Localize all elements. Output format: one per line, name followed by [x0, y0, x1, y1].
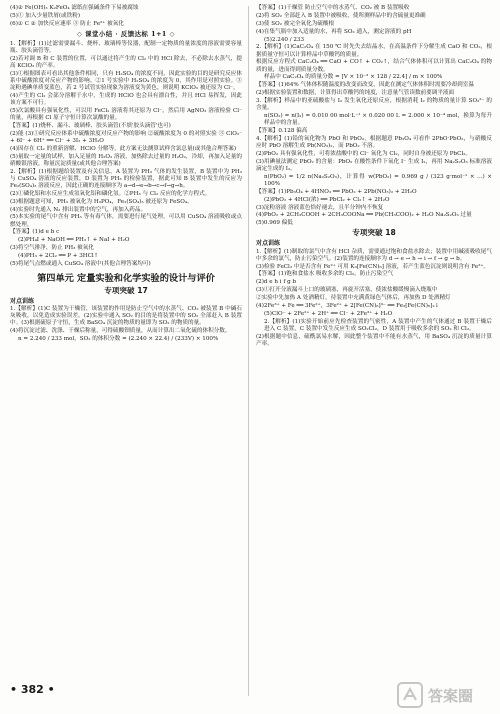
formula-line: (2)PbO₂ + 4HCl(浓) ══ PbCl₂ + Cl₂↑ + 2H₂O	[264, 196, 390, 203]
text-line: (2)根据题中信息，硫酰氯易水解，因此整个装置中不能有水蒸气，用 BaSO₄ 沉淀的质量计算产率。	[256, 333, 492, 347]
text-line: (2)将 SO₂ 全部赶入 B 装置中被吸收，使所测样品中的含硫量更准确	[256, 12, 426, 19]
text-line: (2)若对调 B 和 C 装置的位置，可以通过将产生的 Cl₂ 中的 HCl 除去，不必除去水蒸气，提高 KClO₃ 的产率。	[10, 55, 242, 70]
section-header-label: 课堂小结 · 反馈达标 1+1	[85, 29, 167, 38]
formula-line: (4)PH₃ + 2Cl₂ ══ P + 3HCl↑	[18, 253, 99, 260]
topic-17-answer-1	[256, 5, 492, 44]
watermark-logo-icon	[396, 680, 492, 710]
text-line: (4)在集气瓶中加入适量的水，再将 SO₂ 通入，测定溶液的 pH	[256, 28, 412, 35]
section-header	[10, 31, 242, 38]
text-line: (5)① 加入少量铁屑(或铁粉)	[10, 12, 81, 19]
text-line: 2.【解析】(1)CaC₂O₄ 在 150 ℃ 时先失去结晶水，在高温条件下分解生成 CaO 和 CO₂，根据质量守恒可以计算样品中草酸钙的质量。	[256, 44, 492, 58]
topic-17-question-3	[256, 98, 492, 135]
text-line: 1.【解析】(1)C 装置为干燥管，该装置的作用是防止空气中的水蒸气、CO₂ 被装置 B 中碱石灰吸收，以免造成实验误差。(2)实验中通入 SO₂ 的目的是将装置中的 SO₂ 全部赶入 B 装置中。(3)根据硫原子守恒，生成 BaSO₄ 沉淀的物质的量即为 SO₂ 的物质的量。	[10, 306, 242, 327]
text-line: (5)将尾气点燃或通入 CuSO₄ 溶液中(其他合理答案均可)	[10, 261, 151, 268]
page-number-value: 382	[20, 683, 44, 696]
text-line: (2)d e h i f g b	[256, 279, 297, 286]
text-line: (4)产生的 Cl₂ 会部分溶解于水中，生成的 HClO 也会具有漂白性，并且 HCl 易挥发，因此该方案不可行。	[10, 93, 242, 107]
text-line: 1.【解析】(1)制取的氯气中含有 HCl 杂质，需要通过饱和食盐水除去；装置中用碱液吸收尾气中多余的氯气，防止污染空气。(2)装置的连接顺序为 d → e → h → i → f → g → b。	[256, 248, 492, 262]
text-line: (2)根据实验装置和数据，计算得出草酸钙的纯度，注意量气管读数前要调平液面	[256, 90, 455, 97]
formula-line: (5)2.240 / 233	[264, 36, 305, 43]
text-line: (3)使 SO₂ 被完全氧化为硫酸根	[256, 20, 335, 27]
text-line: 【答案】(1)饱和食盐水 吸收多余的 Cl₂，防止污染空气	[256, 271, 394, 278]
text-line: (4)2Fe³⁺ + Fe ══ 3Fe²⁺，3Fe²⁺ + 2[Fe(CN)₆]³⁻ ══ Fe₃[Fe(CN)₆]₂↓	[256, 302, 440, 309]
bracket-left-icon: ◇	[76, 29, 86, 38]
text-line: (4)PbO₂ + 2CH₃COOH + 2CH₃COONa ══ Pb(CH₃COO)₂ + H₂O Na₂S₂O₃ 过量	[256, 212, 472, 219]
text-line: ②实验中先加热 A 处酒精灯，待装置中充满黄绿色气体后，再加热 D 处酒精灯	[256, 295, 451, 302]
formula-line: (2)PH₄I + NaOH ══ PH₃↑ + NaI + H₂O	[18, 237, 130, 244]
text-line: 根据反应方程式 CaC₂O₄ ══ CaO + CO↑ + CO₂↑，结合气体体积可以计算出 CaC₂O₄ 的物质的量，进而得到质量分数。	[256, 59, 492, 73]
text-line: 2.【解析】(1)根据题给装置及有关信息，A 装置为 PH₃ 气体的发生装置，B 装置中为 PH₃ 与 CuSO₄ 溶液的反应装置，D 装置为 PH₃ 的检验装置，据此可知 B 装置中发生的反应为 Fe₂(SO₄)₃ 溶液反应，因此正确的连接顺序为 a→d→e→b→c→f→g→h。	[10, 168, 242, 189]
text-line: (3)用碘量法测定 PbO₂ 的含量：PbO₂ 在酸性条件下氧化 I⁻ 生成 I₂，再用 Na₂S₂O₃ 标准溶液滴定生成的 I₂。	[256, 158, 492, 172]
text-line: (3)检验 FeCl₃ 中是否含有 Fe²⁺ 可用 K₃[Fe(CN)₆] 溶液，若产生蓝色沉淀则说明含有 Fe²⁺。	[256, 263, 490, 270]
text-line: (3)根据题意可知，PH₃ 被氧化为 H₃PO₄，Fe₂(SO₄)₃ 被还原为 FeSO₄。	[10, 198, 193, 205]
page-number-bullet-icon: •	[10, 683, 21, 696]
text-line: (4)实验时先通入 N₂ 排出装置中的空气，再加入药品。	[10, 206, 147, 213]
text-line: (5)0.969 偏低	[256, 220, 293, 227]
text-line: (4)因存在 Cl₂ 的重新溶解、HClO 分解等，此方案无法测算试样含氯总量(或其他合理答案)	[10, 145, 237, 152]
practice-label: 对点训练	[10, 298, 35, 306]
topic-title: 专项突破 18	[352, 228, 396, 238]
text-line: (5)量取一定量的试样，加入足量的 H₂O₂ 溶液，加热除去过量的 H₂O₂，冷却，再加入足量的硝酸银溶液，称量沉淀质量(或其他合理答案)	[10, 153, 242, 167]
text-line: (5)次氯酸具有强氧化性，可以用 FeCl₂ 溶液将其还原为 Cl⁻，然后用 AgNO₃ 溶液检验 Cl⁻ 的量，再根据 Cl 原子守恒计算次氯酸的量。	[10, 108, 242, 122]
left-column	[10, 5, 242, 344]
right-column	[256, 5, 492, 349]
text-line: (2)能 (3)①研究反应体系中硫酸浓度对反应产物的影响 ②硫酸浓度为 0 的对照实验 ③ ClO₃⁻ + 6I⁻ + 6H⁺ ══ Cl⁻ + 3I₂ + 3H₂O	[10, 130, 242, 144]
text-line: (5)本实验的尾气中含有 PH₃ 等有毒气体，需要进行尾气处理，可以用 CuSO₄ 溶液吸收或点燃处理。	[10, 214, 242, 228]
question-2-solution	[10, 169, 242, 268]
topic-17-question-4	[256, 136, 492, 228]
bracket-right-icon: ◇	[166, 29, 176, 38]
formula-line: n(PbO₂) = 1/2 n(Na₂S₂O₃)，计算得 w(PbO₂) = 0.969 g / (323 g·mol⁻¹ × ...) × 100%	[264, 173, 492, 187]
text-line: (3)将空气排净，防止 PH₃ 被氧化	[10, 245, 94, 252]
text-line: 【答案】(1)64% 气体体积随温度的改变而改变，因此在测定气体体积时需要冷却到室温	[256, 82, 474, 89]
text-line: (2)PbO₂ 具有强氧化性，可将浓盐酸中的 Cl⁻ 氧化为 Cl₂，同时自身被还原为 PbCl₂。	[256, 150, 472, 157]
intro-answers	[10, 5, 242, 28]
formula-line: 2.【解析】(1)实验开始前应先检查装置的气密性，A 装置中产生的气体通过 B 装置干燥后进入 C 装置，C 装置中发生反应生成 SO₂Cl₂，D 装置用于吸收多余的 SO₂ 和 Cl₂。	[264, 318, 492, 332]
text-line: 1.【解析】(1)过滤需要漏斗、烧杯、玻璃棒等仪器，配制一定物质的量浓度的溶液需要容量瓶、胶头滴管等。	[10, 40, 242, 55]
topic-title: 专项突破 17	[104, 286, 148, 296]
practice-label: 对点训练	[256, 240, 281, 248]
page-number-bullet-icon: •	[43, 683, 55, 696]
watermark-text: 答案圈	[428, 687, 474, 705]
text-line: (3)淀粉溶液 溶液蓝色恰好褪去，且半分钟内不恢复	[256, 204, 384, 211]
text-line: 【答案】(1)Pb₃O₄ + 4HNO₃ ══ PbO₂ + 2Pb(NO₃)₂ + 2H₂O	[256, 188, 417, 195]
unit-title: 第四单元 定量实验和化学实验的设计与评价	[37, 273, 215, 285]
formula-line: n(SO₂) = n(I₂) = 0.010 00 mol·L⁻¹ × 0.020 00 L = 2.000 × 10⁻⁴ mol，换算为每升样品中的含量。	[264, 113, 492, 127]
question-1-solution	[10, 41, 242, 168]
formula-line: (5)ClO⁻ + 2Fe²⁺ + 2H⁺ ══ Cl⁻ + 2Fe³⁺ + H₂O	[264, 310, 393, 317]
formula-line: n = 2.240 / 233 mol，SO₂ 的体积分数 = (2.240 × 22.4) / (233V) × 100%	[18, 336, 219, 343]
text-line: (4)将沉淀过滤、洗涤、干燥后称量，可得硫酸钡质量，从而计算出二氧化硫的体积分数。	[10, 328, 231, 335]
text-line: 【答案】(1)干燥管 防止空气中的水蒸气、CO₂ 被 B 装置吸收	[256, 5, 410, 11]
text-line: (2)①磷化铝和水反应生成氢氧化铝和磷化氢。②PH₃ 与 Cl₂ 反应的化学方程式。	[10, 190, 211, 197]
text-line: 3.【解析】样品中的亚硫酸盐与 I₂ 发生氧化还原反应，根据消耗 I₂ 的物质的量计算 SO₃²⁻ 的含量。	[256, 98, 492, 112]
text-line: 【答案】0.128 偏高	[256, 128, 308, 135]
text-line: 4.【解析】(1)铅的氧化物为 PbO 和 PbO₂，根据题意 Pb₃O₄ 可看作 2PbO·PbO₂，与硝酸反应时 PbO 溶解生成 Pb(NO₃)₂，而 PbO₂ 不溶。	[256, 135, 492, 150]
topic-17-solution	[10, 306, 242, 343]
column-divider	[248, 6, 249, 696]
topic-17-question-2	[256, 44, 492, 97]
text-line: (6)① C ② 加快反应速率 ③ 防止 Fe²⁺ 被氧化	[10, 20, 124, 27]
text-line: (3)①根据图表可看出其他条件相同，只有 H₂SO₄ 的浓度不同，因此实验的目的是研究反应体系中硫酸浓度对反应产物的影响。②1 号实验中 H₂SO₄ 的浓度为 0，其作用是对照实验。③淀粉遇碘单质变蓝色，若 2 号试管实验现象为溶液变为黄色，则说明 KClO₃ 被还原为 Cl⁻。	[10, 70, 242, 92]
text-line: (3)①打开分液漏斗上口的玻璃塞，再旋开活塞，使浓盐酸缓慢滴入烧瓶中	[256, 287, 438, 294]
text-line: (4)② Fe(OH)₃ K₂FeO₄ 滤纸在强碱条件下易被腐蚀	[10, 5, 139, 11]
page-number	[10, 683, 55, 696]
formula-line: 样品中 CaC₂O₄ 的质量分数 = [V × 10⁻³ × 128 / 22.4] / m × 100%	[264, 74, 443, 81]
text-line: 【答案】(1)烧杯、漏斗、玻璃棒、胶头滴管(不填'胶头滴管'也可)	[10, 122, 171, 129]
text-line: 【答案】(1)d e b c	[10, 229, 60, 236]
topic-18-solution	[256, 249, 492, 348]
